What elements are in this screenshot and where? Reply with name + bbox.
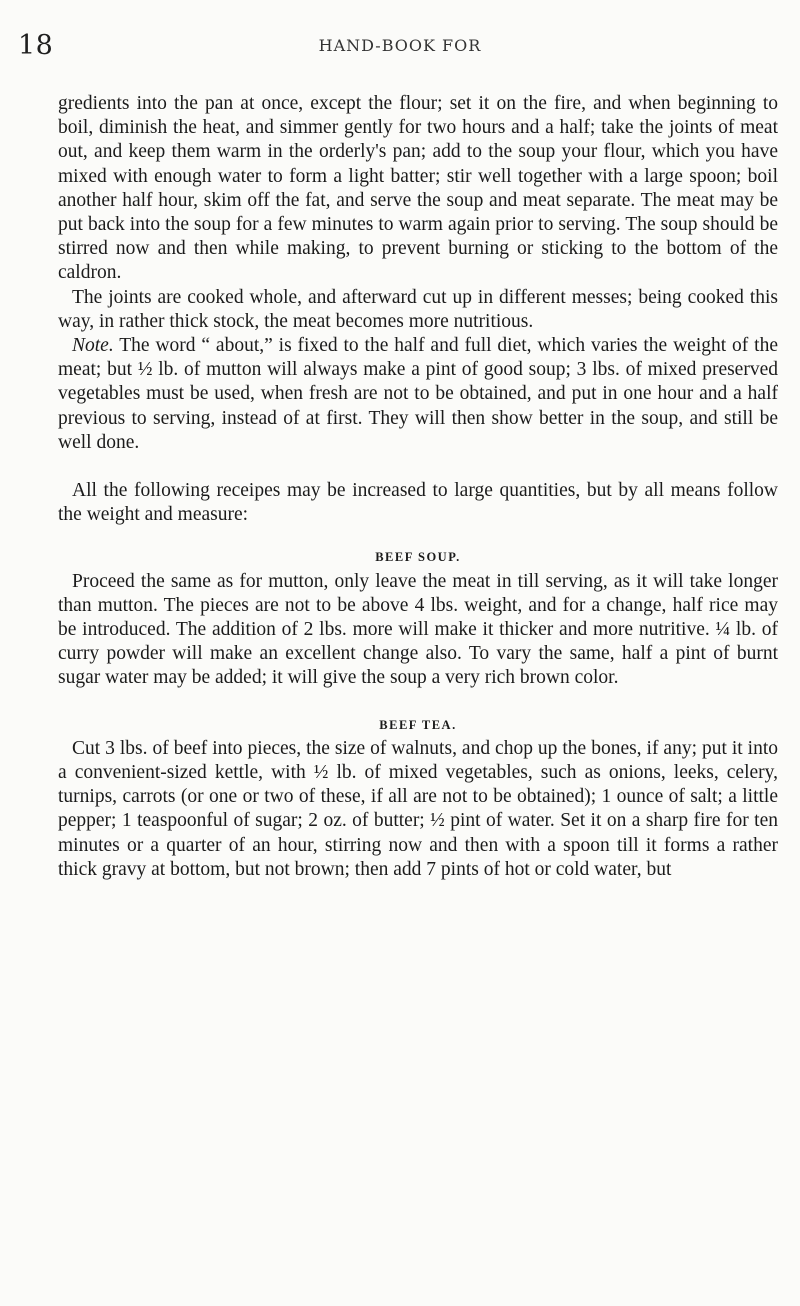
paragraph-mutton-soup-continued: gredients into the pan at once, except the flour; set it on the fire, and when beginning to boil, diminish the heat, and simmer gently for two hours and a half; take the joints of meat out, and keep them warm in the orderly's pan; add to the soup your flour, which you have mixed with enough water to form a light batter; stir well together with a large spoon; boil another half hour, skim off the fat, and serve the soup and meat separate. The meat may be put back into the soup for a few minutes to warm again prior to serving. The soup should be stirred now and then while making, to prevent burning or sticking to the bottom of the caldron.: [58, 93, 778, 284]
paragraph-beef-soup: Proceed the same as for mutton, only leave the meat in till serving, as it will take longer than mutton. The pieces are not to be above 4 lbs. weight, and for a change, half rice may be introduced. The addition of 2 lbs. more will make it thicker and more nutritive. ¼ lb. of curry powder will make an excellent change also. To vary the same, half a pint of burnt sugar water may be added; it will give the soup a very rich brown color.: [58, 570, 778, 689]
spacer: [58, 527, 778, 545]
note-text: The word “ about,” is fixed to the half and full diet, which varies the weight of the meat; but ½ lb. of mutton will always make a pint of good soup; 3 lbs. of mixed preserved vegetables must be used, when fresh are not to be obtained, and put in one hour and a half previous to serving, instead of at first. They will then show better in the soup, and still be well done.: [58, 335, 778, 453]
running-title: HAND-BOOK FOR: [318, 36, 482, 55]
page-number: 18: [18, 30, 54, 61]
paragraph-joints: The joints are cooked whole, and afterward cut up in different messes; being cooked this way, in rather thick stock, the meat becomes more nutritious.: [58, 286, 778, 332]
paragraph-note: [58, 334, 778, 455]
heading-beef-tea: BEEF TEA.: [379, 717, 457, 732]
spacer: [58, 455, 778, 479]
page-body: [58, 92, 778, 882]
spacer: [58, 691, 778, 713]
paragraph-receipes-intro: All the following receipes may be increased to large quantities, but by all means follow the weight and measure:: [58, 480, 778, 526]
page-header: [0, 30, 800, 70]
heading-beef-soup: BEEF SOUP.: [375, 550, 461, 565]
note-label: Note.: [72, 335, 114, 357]
paragraph-beef-tea: Cut 3 lbs. of beef into pieces, the size of walnuts, and chop up the bones, if any; put it into a convenient-sized kettle, with ½ lb. of mixed vegetables, such as onions, leeks, celery, turnips, carrots (or one or two of these, if all are not to be obtained); 1 ounce of salt; a little pepper; 1 teaspoonful of sugar; 2 oz. of butter; ½ pint of water. Set it on a sharp fire for ten minutes or a quarter of an hour, stirring now and then with a spoon till it forms a rather thick gravy at bottom, but not brown; then add 7 pints of hot or cold water, but: [58, 737, 778, 880]
